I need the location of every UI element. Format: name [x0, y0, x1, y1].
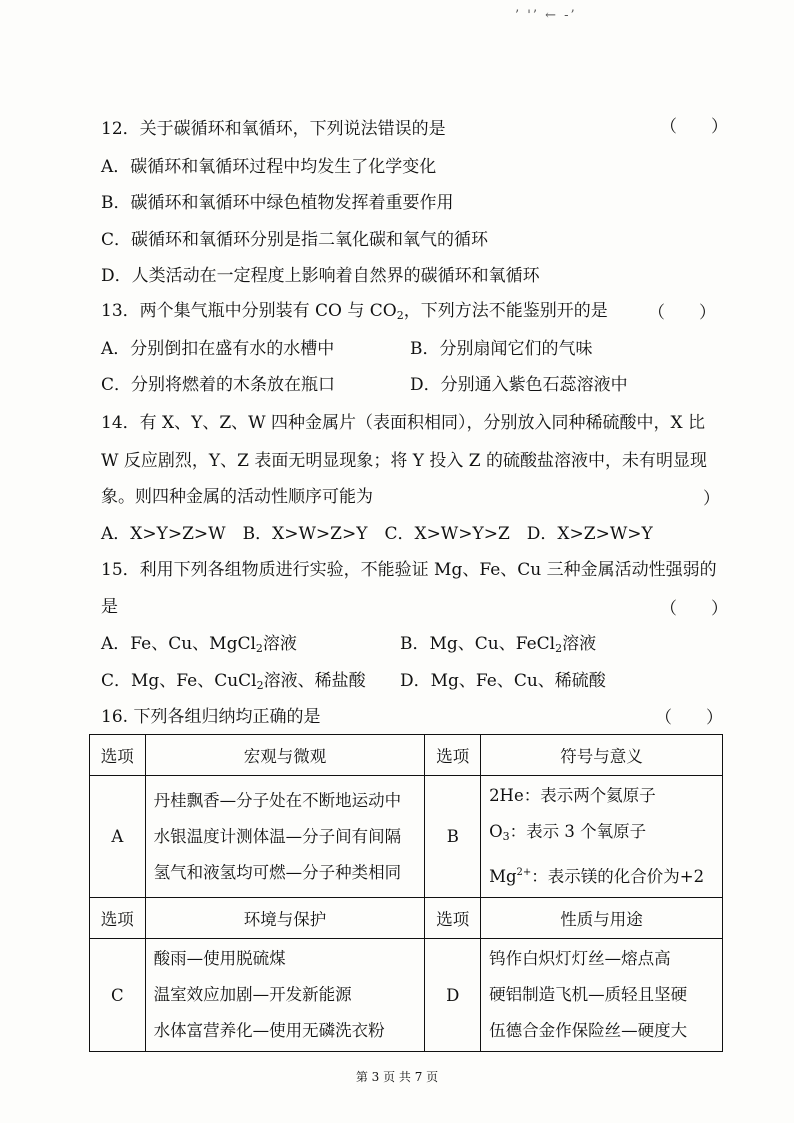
q14-answer-paren: ） [703, 489, 720, 509]
option-d-label: D [425, 939, 481, 1052]
q12-option-b: B．碳循环和氧循环中绿色植物发挥着重要作用 [101, 193, 454, 213]
q13-option-b: B．分别扇闻它们的气味 [410, 339, 593, 359]
q15-stem-line1: 15．利用下列各组物质进行实验，不能验证 Mg、Fe、Cu 三种金属活动性强弱的 [101, 560, 717, 580]
option-a-line: 丹桂飘香—分子处在不断地运动中 [153, 790, 402, 810]
table-header-option: 选项 [425, 898, 481, 939]
q13-stem: 13．两个集气瓶中分别装有 CO 与 $CO_2$，下列方法不能鉴别开的是 [101, 301, 608, 322]
q16-stem: 16. 下列各组归纳均正确的是 [101, 707, 321, 727]
q15-option-b: B．Mg、Cu、FeCl$_2$溶液 [400, 634, 597, 655]
option-c-line: 水体富营养化—使用无磷洗衣粉 [153, 1021, 385, 1040]
table-row [90, 776, 723, 898]
table-header-environment: 环境与保护 [145, 898, 425, 939]
option-d-line: 钨作白炽灯灯丝—熔点高 [489, 949, 671, 968]
option-a-line: 氢气和液氢均可燃—分子种类相同 [153, 862, 402, 882]
q13-option-c: C．分别将燃着的木条放在瓶口 [101, 375, 336, 395]
q12-option-a: A．碳循环和氧循环过程中均发生了化学变化 [101, 157, 437, 177]
q15-stem-line2: 是 [101, 597, 118, 617]
option-b-line: $O_3$：表示 3 个氧原子 [489, 822, 647, 843]
option-b-line: 2He：表示两个氦原子 [489, 786, 656, 805]
option-a-content [145, 776, 425, 898]
top-edge-mark: ’ '’ ← ‑’ [515, 8, 577, 23]
option-b-line: $Mg^{2+}$：表示镁的化合价为+2 [489, 867, 705, 886]
option-a-line: 水银温度计测体温—分子间有间隔 [153, 826, 402, 846]
q13-option-a: A．分别倒扣在盛有水的水槽中 [101, 339, 335, 359]
table-header-property-use: 性质与用途 [481, 898, 723, 939]
q14-stem-line1: 14．有 X、Y、Z、W 四种金属片（表面积相同），分别放入同种稀硫酸中，X 比 [101, 413, 706, 433]
table-row [90, 939, 723, 1052]
q12-option-d: D．人类活动在一定程度上影响着自然界的碳循环和氧循环 [101, 266, 540, 286]
table-header-row [90, 735, 723, 776]
table-header-symbol-meaning: 符号与意义 [481, 735, 723, 776]
option-d-line: 硬铝制造飞机—质轻且坚硬 [489, 985, 688, 1004]
q15-answer-paren: （ ） [660, 599, 728, 619]
q12-stem: 12．关于碳循环和氧循环，下列说法错误的是 [101, 119, 446, 139]
q13-answer-paren: （ ） [648, 303, 716, 323]
q14-stem-line2: W 反应剧烈，Y、Z 表面无明显现象；将 Y 投入 Z 的硫酸盐溶液中，未有明显现 [101, 451, 707, 471]
option-c-line: 温室效应加剧—开发新能源 [153, 985, 352, 1004]
option-c-content [145, 939, 425, 1052]
option-c-line: 酸雨—使用脱硫煤 [153, 949, 286, 968]
option-d-content [481, 939, 723, 1052]
q15-option-d: D．Mg、Fe、Cu、稀硫酸 [400, 671, 606, 691]
option-b-label: B [425, 776, 481, 898]
q14-stem-line3: 象。则四种金属的活动性顺序可能为 [101, 487, 373, 507]
option-a-label: A [90, 776, 146, 898]
table-header-row [90, 898, 723, 939]
q14-options: A．X>Y>Z>W B．X>W>Z>Y C．X>W>Y>Z D．X>Z>W>Y [101, 524, 653, 544]
q13-option-d: D．分别通入紫色石蕊溶液中 [410, 375, 628, 395]
table-header-macro-micro: 宏观与微观 [145, 735, 425, 776]
page-footer: 第 3 页 共 7 页 [355, 1070, 439, 1084]
q15-option-c: C．Mg、Fe、CuCl$_2$溶液、稀盐酸 [101, 671, 366, 692]
option-d-line: 伍德合金作保险丝—硬度大 [489, 1021, 688, 1040]
table-header-option: 选项 [90, 898, 146, 939]
table-header-option: 选项 [425, 735, 481, 776]
q16-table [89, 734, 723, 1052]
q15-option-a: A．Fe、Cu、MgCl$_2$溶液 [101, 634, 297, 655]
table-header-option: 选项 [90, 735, 146, 776]
option-b-content [481, 776, 723, 898]
q12-option-c: C．碳循环和氧循环分别是指二氧化碳和氧气的循环 [101, 230, 489, 250]
q12-answer-paren: （ ） [660, 117, 728, 137]
option-c-label: C [90, 939, 146, 1052]
q16-answer-paren: （ ） [655, 708, 723, 728]
